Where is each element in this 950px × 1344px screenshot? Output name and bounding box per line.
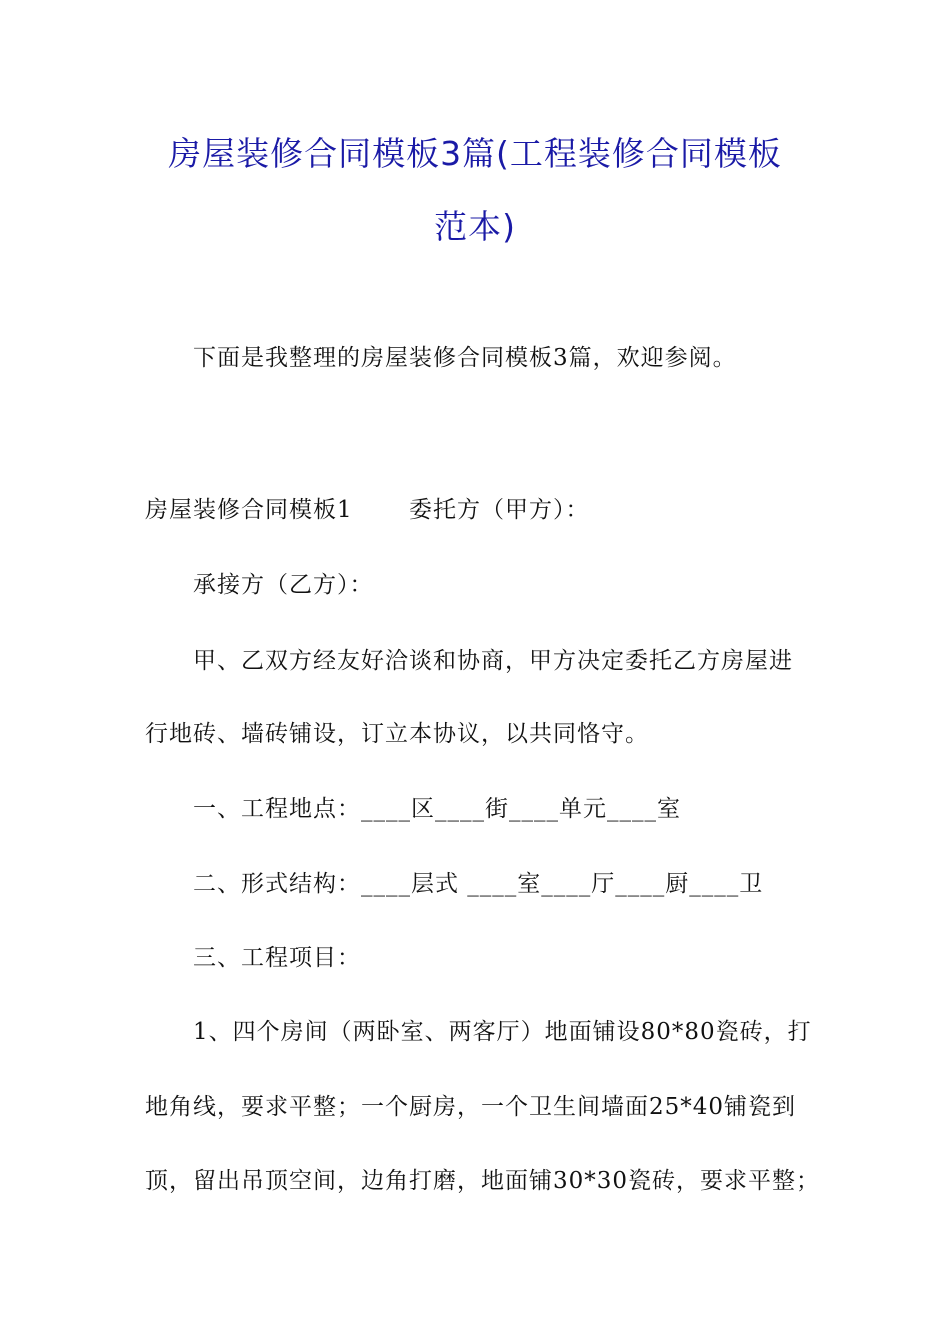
item-projects-heading: 三、工程项目： [193, 945, 361, 971]
item-location: 一、工程地点：____区____街____单元____室 [193, 796, 681, 822]
detail-line3: 顶，留出吊顶空间，边角打磨，地面铺30*30瓷砖，要求平整； [145, 1168, 821, 1194]
agreement-line2: 行地砖、墙砖铺设，订立本协议，以共同恪守。 [145, 721, 649, 747]
document-title-line1: 房屋装修合同模板3篇(工程装修合同模板 [168, 134, 782, 173]
document-title-line2: 范本) [434, 207, 516, 246]
intro-paragraph: 下面是我整理的房屋装修合同模板3篇，欢迎参阅。 [193, 345, 737, 371]
item-structure: 二、形式结构：____层式 ____室____厅____厨____卫 [193, 871, 764, 897]
detail-line2: 地角线，要求平整；一个厨房，一个卫生间墙面25*40铺瓷到 [145, 1094, 797, 1120]
party-b-line: 承接方（乙方）： [193, 572, 374, 598]
detail-line1: 1、四个房间（两卧室、两客厅）地面铺设80*80瓷砖，打 [193, 1019, 812, 1045]
section1-heading: 房屋装修合同模板1 委托方（甲方）： [145, 497, 590, 523]
agreement-line1: 甲、乙双方经友好洽谈和协商，甲方决定委托乙方房屋进 [193, 648, 793, 674]
